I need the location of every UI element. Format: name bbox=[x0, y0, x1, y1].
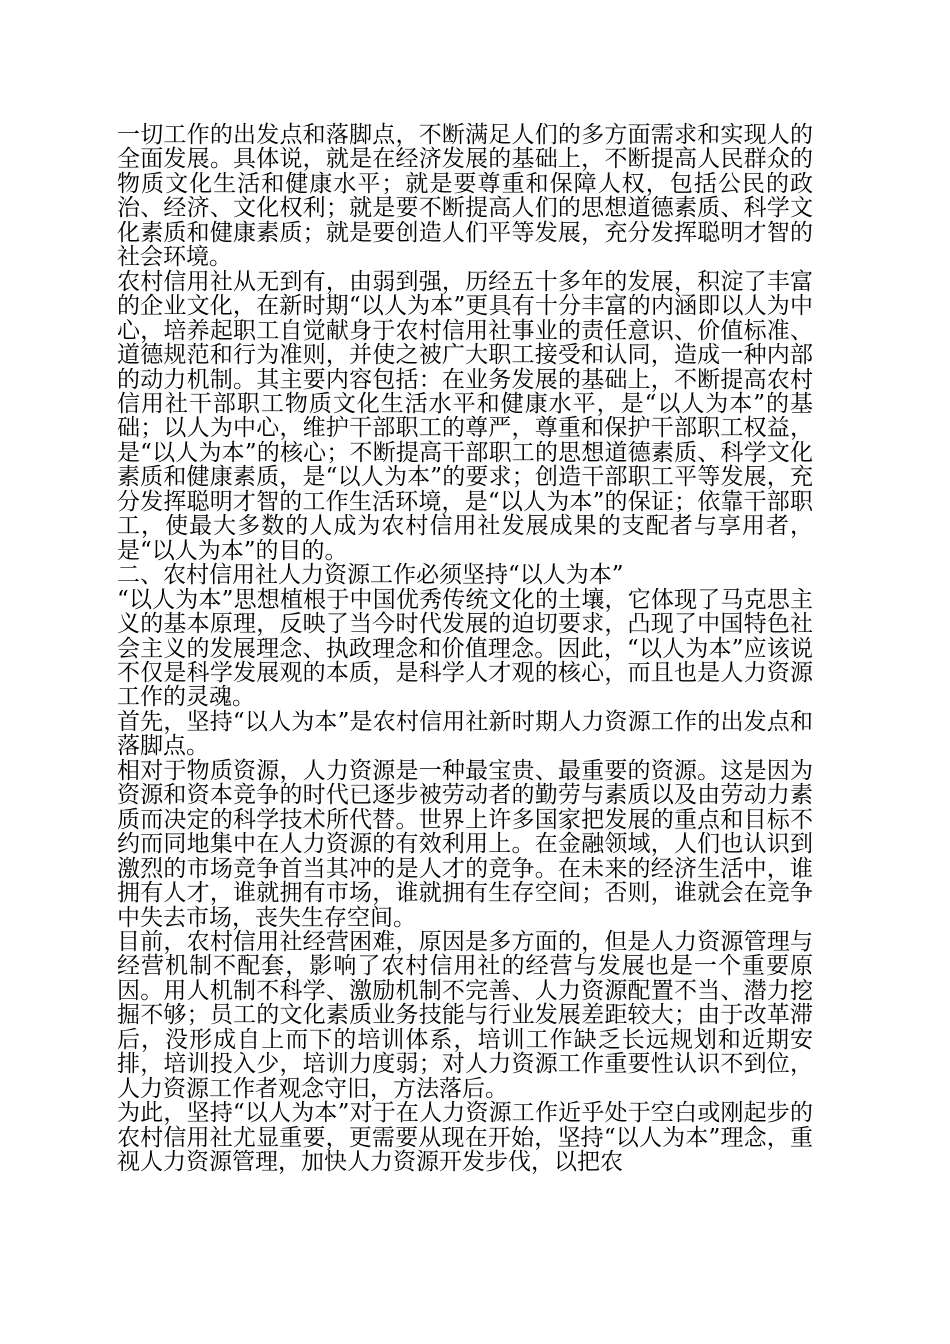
paragraph-people-oriented: “以人为本”思想植根于中国优秀传统文化的土壤，它体现了马克思主义的基本原理，反映了当今时代发展的迫切要求，凸现了中国特色社会主义的发展理念、执政理念和价值理念。因此，“以人为本”应该说不仅是科学发展观的本质，是科学人才观的核心，而且也是人力资源工作的灵魂。 bbox=[117, 586, 813, 711]
section-heading-2: 二、农村信用社人力资源工作必须坚持“以人为本” bbox=[117, 562, 624, 589]
paragraph-rural-credit-culture: 农村信用社从无到有，由弱到强，历经五十多年的发展，积淀了丰富的企业文化，在新时期“以人为本”更具有十分丰富的内涵即以人为中心，培养起职工自觉献身于农村信用社事业的责任意识、价值标准、道德规范和行为准则，并使之被广大职工接受和认同，造成一种内部的动力机制。其主要内容包括：在业务发展的基础上，不断提高农村信用社干部职工物质文化生活水平和健康水平，是“以人为本”的基础；以人为中心，维护干部职工的尊严，尊重和保护干部职工权益，是“以人为本”的核心；不断提高干部职工的思想道德素质、科学文化素质和健康素质，是“以人为本”的要求；创造干部职工平等发展，充分发挥聪明才智的工作生活环境，是“以人为本”的保证；依靠干部职工，使最大多数的人成为农村信用社发展成果的支配者与享用者，是“以人为本”的目的。 bbox=[117, 268, 813, 564]
paragraph-intro-continued: 一切工作的出发点和落脚点，不断满足人们的多方面需求和实现人的全面发展。具体说，就是在经济发展的基础上，不断提高人民群众的物质文化生活和健康水平；就是要尊重和保障人权，包括公民的政治、经济、文化权利；就是要不断提高人们的思想道德素质、科学文化素质和健康素质；就是要创造人们平等发展，充分发挥聪明才智的社会环境。 bbox=[117, 122, 813, 271]
document-body bbox=[117, 123, 813, 1174]
paragraph-first-point: 首先，坚持“以人为本”是农村信用社新时期人力资源工作的出发点和落脚点。 bbox=[117, 708, 813, 760]
paragraph-therefore: 为此，坚持“以人为本”对于在人力资源工作近乎处于空白或刚起步的农村信用社尤显重要，更需要从现在开始，坚持“以人为本”理念，重视人力资源管理，加快人力资源开发步伐，以把农 bbox=[117, 1100, 813, 1176]
paragraph-current-problems: 目前，农村信用社经营困难，原因是多方面的，但是人力资源管理与经营机制不配套，影响了农村信用社的经营与发展也是一个重要原因。用人机制不科学、激励机制不完善、人力资源配置不当、潜力挖掘不够；员工的文化素质业务技能与行业发展差距较大；由于改革滞后，没形成自上而下的培训体系，培训工作缺乏长远规划和近期安排，培训投入少，培训力度弱；对人力资源工作重要性认识不到位，人力资源工作者观念守旧，方法落后。 bbox=[117, 928, 813, 1102]
paragraph-human-resources: 相对于物质资源，人力资源是一种最宝贵、最重要的资源。这是因为资源和资本竞争的时代已逐步被劳动者的勤劳与素质以及由劳动力素质而决定的科学技术所代替。世界上许多国家把发展的重点和目标不约而同地集中在人力资源的有效利用上。在金融领域，人们也认识到激烈的市场竞争首当其冲的是人才的竞争。在未来的经济生活中，谁拥有人才，谁就拥有市场，谁就拥有生存空间；否则，谁就会在竞争中失去市场，丧失生存空间。 bbox=[117, 757, 813, 931]
